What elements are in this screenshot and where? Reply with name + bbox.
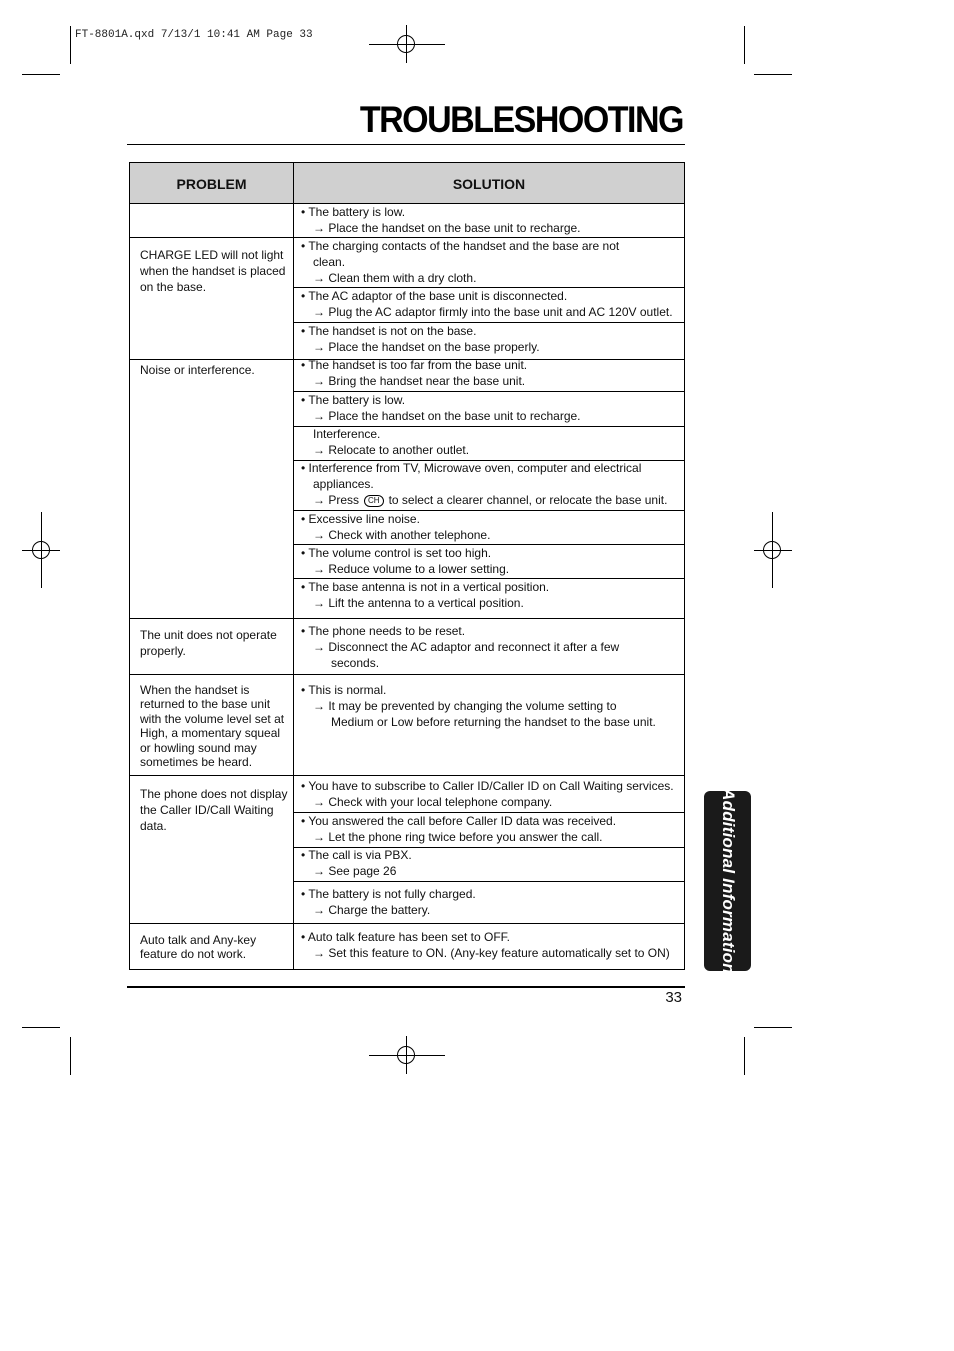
solution-fix-continued: Medium or Low before returning the handset to the base unit.: [331, 714, 656, 729]
section-side-tab-label: Additional Information: [718, 788, 738, 974]
problem-auto-talk: Auto talk and Any-key feature do not work.: [140, 933, 257, 962]
solution-cause: • The handset is not on the base.: [301, 324, 477, 338]
solution-item: [301, 239, 687, 286]
solution-cause-continued: clean.: [313, 254, 346, 269]
solution-item: [301, 324, 687, 356]
solution-item: [301, 930, 687, 962]
column-header-solution: SOLUTION: [452, 176, 526, 192]
page-number: 33: [665, 989, 682, 1006]
solution-fix: → Plug the AC adaptor firmly into the base unit and AC 120V outlet.: [313, 304, 673, 319]
crop-mark: [22, 74, 60, 75]
row-divider: [294, 578, 684, 579]
crop-mark: [754, 74, 792, 75]
row-divider: [294, 510, 684, 511]
solution-item: [301, 393, 687, 425]
solution-fix-continued: seconds.: [331, 655, 380, 670]
row-divider: [294, 287, 684, 288]
troubleshooting-table: [129, 162, 685, 970]
solution-cause: • Auto talk feature has been set to OFF.: [301, 930, 510, 944]
row-divider: [130, 775, 684, 776]
solution-cause: • Interference from TV, Microwave oven, computer and electrical: [301, 461, 642, 475]
solution-cause: • The battery is low.: [301, 205, 406, 219]
solution-fix: → Charge the battery.: [313, 902, 431, 917]
problem-caller-id: The phone does not display the Caller ID/Call Waiting data.: [140, 787, 288, 833]
solution-item: [301, 887, 687, 919]
solution-cause: • This is normal.: [301, 683, 387, 697]
solution-cause: • The battery is not fully charged.: [301, 887, 476, 901]
page-title: TROUBLESHOOTING: [359, 99, 683, 141]
solution-fix: → Check with your local telephone company.: [313, 794, 553, 809]
solution-cause: • Excessive line noise.: [301, 512, 420, 526]
solution-cause: • The charging contacts of the handset and the base are not: [301, 239, 620, 253]
row-divider: [294, 322, 684, 323]
crop-mark: [70, 26, 71, 64]
column-divider: [293, 163, 294, 969]
crop-mark: [70, 1037, 71, 1075]
solution-fix: → Place the handset on the base unit to recharge.: [313, 220, 581, 235]
solution-fix: → Place the handset on the base unit to recharge.: [313, 408, 581, 423]
row-divider: [294, 881, 684, 882]
solution-item: [301, 779, 687, 811]
table-header: [130, 163, 684, 204]
footer-rule: [127, 986, 685, 988]
solution-item: [301, 683, 687, 730]
solution-fix: → Lift the antenna to a vertical position.: [313, 595, 524, 610]
row-divider: [294, 544, 684, 545]
solution-cause: Interference.: [313, 427, 381, 441]
column-header-problem: PROBLEM: [176, 176, 247, 192]
solution-fix: → Press CH to select a clearer channel, or relocate the base unit.: [313, 492, 668, 507]
row-divider: [130, 674, 684, 675]
solution-cause: • The volume control is set too high.: [301, 546, 492, 560]
solution-cause: • The AC adaptor of the base unit is disconnected.: [301, 289, 568, 303]
solution-fix: → Reduce volume to a lower setting.: [313, 561, 510, 576]
solution-item: [301, 512, 687, 544]
solution-fix: → See page 26: [313, 863, 397, 878]
solution-fix: → It may be prevented by changing the volume setting to: [313, 698, 617, 713]
solution-fix: → Let the phone ring twice before you answer the call.: [313, 829, 603, 844]
solution-item: [301, 814, 687, 846]
solution-cause: • You have to subscribe to Caller ID/Caller ID on Call Waiting services.: [301, 779, 674, 793]
row-divider: [130, 237, 684, 238]
solution-cause: • The base antenna is not in a vertical position.: [301, 580, 550, 594]
solution-item: [301, 427, 687, 459]
solution-cause-continued: appliances.: [313, 476, 374, 491]
solution-cause: • You answered the call before Caller ID data was received.: [301, 814, 617, 828]
section-side-tab: [704, 788, 751, 974]
solution-fix: → Bring the handset near the base unit.: [313, 373, 526, 388]
ch-button-icon: CH: [364, 495, 384, 507]
title-rule: [127, 144, 685, 145]
solution-item: [301, 461, 687, 508]
solution-fix: → Set this feature to ON. (Any-key feature automatically set to ON): [313, 945, 670, 960]
problem-unit-not-operate: The unit does not operate properly.: [140, 628, 277, 658]
problem-squeal: When the handset is returned to the base unit with the volume level set at High, a momentary squeal or howling sound may sometimes be heard.: [140, 683, 285, 770]
crop-mark: [744, 26, 745, 64]
solution-item: [301, 358, 687, 390]
file-stamp: FT-8801A.qxd 7/13/1 10:41 AM Page 33: [75, 29, 313, 41]
solution-fix: → Check with another telephone.: [313, 527, 491, 542]
problem-charge-led: CHARGE LED will not light when the handset is placed on the base.: [140, 248, 286, 294]
solution-item: [301, 546, 687, 578]
solution-cause: • The battery is low.: [301, 393, 406, 407]
solution-cause: • The phone needs to be reset.: [301, 624, 466, 638]
solution-cause: • The call is via PBX.: [301, 848, 412, 862]
crop-mark: [22, 1027, 60, 1028]
solution-item: [301, 289, 687, 321]
row-divider: [294, 391, 684, 392]
solution-item: [301, 848, 687, 880]
solution-item: [301, 624, 687, 671]
solution-item: [301, 580, 687, 612]
crop-mark: [744, 1037, 745, 1075]
solution-fix: → Place the handset on the base properly.: [313, 339, 540, 354]
solution-fix: → Disconnect the AC adaptor and reconnect it after a few: [313, 639, 620, 654]
crop-mark: [754, 1027, 792, 1028]
solution-cause: • The handset is too far from the base unit.: [301, 358, 528, 372]
row-divider: [130, 618, 684, 619]
row-divider: [130, 923, 684, 924]
row-divider: [294, 812, 684, 813]
solution-item: [301, 205, 687, 237]
problem-noise: Noise or interference.: [140, 363, 255, 377]
solution-fix: → Clean them with a dry cloth.: [313, 270, 477, 285]
solution-fix: → Relocate to another outlet.: [313, 442, 470, 457]
